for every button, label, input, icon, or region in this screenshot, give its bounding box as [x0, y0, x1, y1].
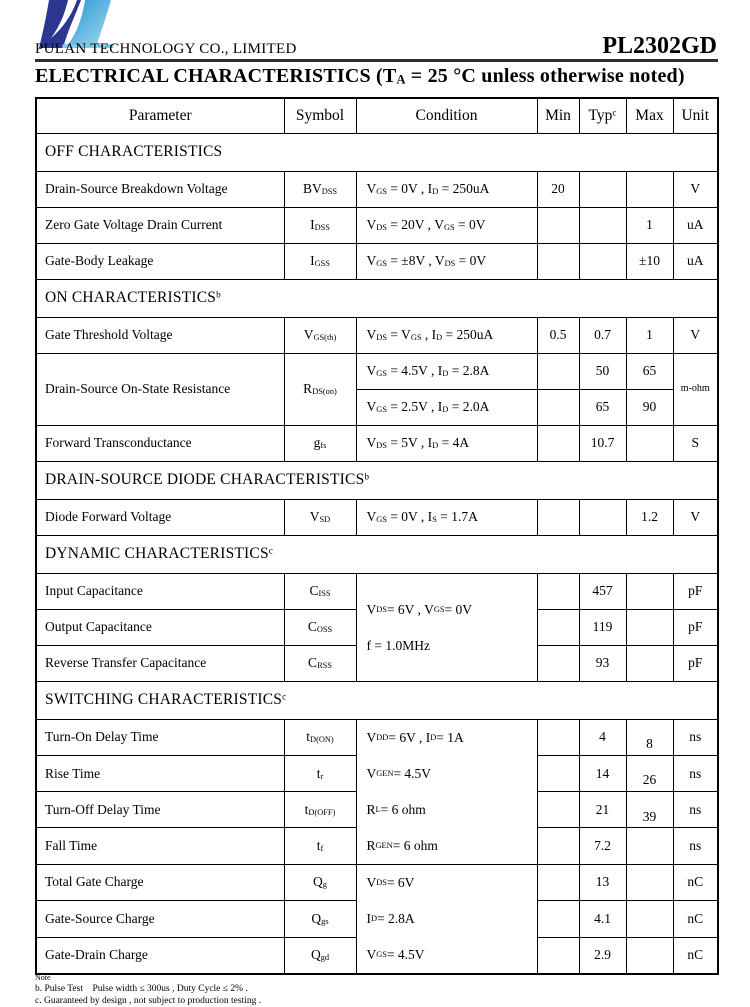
min-cell — [537, 901, 579, 938]
table-header-row — [36, 98, 718, 133]
column-header-symbol-cell: Symbol — [284, 98, 356, 133]
unit-cell: V — [673, 171, 718, 207]
min-cell: 0.5 — [537, 317, 579, 353]
section-row — [36, 681, 718, 719]
unit-cell: V — [673, 499, 718, 535]
condition-cell: $V_{GS} = 0V$ , $I_D = 250uA$ — [356, 171, 537, 207]
unit-cell: m-ohm — [673, 353, 718, 425]
typ-cell — [579, 171, 626, 207]
param-cell: Rise Time — [36, 755, 284, 791]
column-header-condition-cell: Condition — [356, 98, 537, 133]
condition-cell: $V_{DS} = 5V$ , $I_D = 4A$ — [356, 425, 537, 461]
table-row — [36, 171, 718, 207]
unit-cell: pF — [673, 645, 718, 681]
typ-cell: 4 — [579, 719, 626, 755]
condition-cell: V DS = 6V , V GS = 0V f = 1.0MHz — [356, 573, 537, 681]
param-cell: Gate-Drain Charge — [36, 937, 284, 974]
unit-cell: ns — [673, 828, 718, 864]
typ-cell: 50 — [579, 353, 626, 389]
unit-cell: nC — [673, 901, 718, 938]
condition-cell: $V_{GS} = 2.5V$ , $I_D = 2.0A$ — [356, 389, 537, 425]
typ-cell: 457 — [579, 573, 626, 609]
table-row — [36, 719, 718, 755]
typ-cell: 13 — [579, 864, 626, 901]
unit-cell: uA — [673, 243, 718, 279]
min-cell — [537, 937, 579, 974]
min-cell — [537, 828, 579, 864]
condition-cell: $V_{GS} = 4.5V$ , $I_D = 2.8A$ — [356, 353, 537, 389]
param-cell: Input Capacitance — [36, 573, 284, 609]
max-cell — [626, 425, 673, 461]
masthead — [35, 32, 717, 58]
symbol-cell: $t_f$ — [284, 828, 356, 864]
note-heading: Note — [35, 973, 51, 982]
table-row — [36, 353, 718, 389]
section-header: ON CHARACTERISTICS$^b$ — [36, 279, 718, 317]
max-cell — [626, 901, 673, 938]
section-header: SWITCHING CHARACTERISTICS$^c$ — [36, 681, 718, 719]
param-cell: Gate-Body Leakage — [36, 243, 284, 279]
section-row — [36, 133, 718, 171]
unit-cell: ns — [673, 755, 718, 791]
table-row — [36, 425, 718, 461]
section-header: DYNAMIC CHARACTERISTICS$^c$ — [36, 535, 718, 573]
min-cell — [537, 353, 579, 389]
note-line-c-clipped: c. Guaranteed by design , not subject to production testing . — [35, 996, 262, 1006]
column-header-unit-cell: Unit — [673, 98, 718, 133]
condition-cell: $V_{DS} = 20V$ , $V_{GS} = 0V$ — [356, 207, 537, 243]
min-cell — [537, 645, 579, 681]
unit-cell: S — [673, 425, 718, 461]
param-cell: Output Capacitance — [36, 609, 284, 645]
symbol-cell: $I_{GSS}$ — [284, 243, 356, 279]
table-row — [36, 864, 718, 901]
typ-cell: 119 — [579, 609, 626, 645]
max-cell: 90 — [626, 389, 673, 425]
table-row — [36, 207, 718, 243]
footnotes — [35, 973, 717, 1006]
part-number: PL2302GD — [602, 33, 717, 59]
min-cell — [537, 389, 579, 425]
typ-cell: 65 — [579, 389, 626, 425]
symbol-cell: $R_{DS(on)}$ — [284, 353, 356, 425]
min-cell: 20 — [537, 171, 579, 207]
section-row — [36, 535, 718, 573]
company-name: PULAN TECHNOLOGY CO., LIMITED — [35, 41, 297, 57]
min-cell — [537, 864, 579, 901]
unit-cell: uA — [673, 207, 718, 243]
unit-cell: nC — [673, 864, 718, 901]
symbol-cell: $C_{RSS}$ — [284, 645, 356, 681]
section-row — [36, 461, 718, 499]
unit-cell: pF — [673, 609, 718, 645]
table-row — [36, 499, 718, 535]
param-cell: Diode Forward Voltage — [36, 499, 284, 535]
section-row — [36, 279, 718, 317]
typ-cell: 7.2 — [579, 828, 626, 864]
symbol-cell: $t_{D(OFF)}$ — [284, 792, 356, 828]
min-cell — [537, 425, 579, 461]
symbol-cell: $I_{DSS}$ — [284, 207, 356, 243]
max-cell: 26 — [626, 755, 673, 791]
column-header-max-cell: Max — [626, 98, 673, 133]
section-header: OFF CHARACTERISTICS — [36, 133, 718, 171]
max-cell: 1 — [626, 317, 673, 353]
typ-cell — [579, 499, 626, 535]
column-header-typ-cell: Typ$^c$ — [579, 98, 626, 133]
unit-cell: nC — [673, 937, 718, 974]
min-cell — [537, 573, 579, 609]
unit-cell: pF — [673, 573, 718, 609]
typ-cell: 93 — [579, 645, 626, 681]
min-cell — [537, 207, 579, 243]
column-header-min-cell: Min — [537, 98, 579, 133]
max-cell: 39 — [626, 792, 673, 828]
table-row — [36, 317, 718, 353]
min-cell — [537, 719, 579, 755]
min-cell — [537, 755, 579, 791]
symbol-cell: $t_r$ — [284, 755, 356, 791]
param-cell: Reverse Transfer Capacitance — [36, 645, 284, 681]
typ-cell: 0.7 — [579, 317, 626, 353]
max-cell — [626, 573, 673, 609]
min-cell — [537, 243, 579, 279]
max-cell — [626, 828, 673, 864]
unit-cell: ns — [673, 792, 718, 828]
max-cell: 8 — [626, 719, 673, 755]
condition-cell: V DD = 6V , I D = 1A V GEN = 4.5V R L = 6 ohm R GEN = 6 ohm — [356, 719, 537, 864]
param-cell: Turn-On Delay Time — [36, 719, 284, 755]
typ-cell: 10.7 — [579, 425, 626, 461]
max-cell — [626, 609, 673, 645]
typ-cell: 21 — [579, 792, 626, 828]
param-cell: Forward Transconductance — [36, 425, 284, 461]
typ-cell: 2.9 — [579, 937, 626, 974]
max-cell — [626, 645, 673, 681]
symbol-cell: $C_{ISS}$ — [284, 573, 356, 609]
max-cell: ±10 — [626, 243, 673, 279]
min-cell — [537, 609, 579, 645]
max-cell: 1 — [626, 207, 673, 243]
page-title: ELECTRICAL CHARACTERISTICS ($T_A = 25$ °C unless otherwise noted) — [35, 65, 685, 87]
condition-cell: $V_{GS} = \pm 8V$ , $V_{DS} = 0V$ — [356, 243, 537, 279]
max-cell — [626, 864, 673, 901]
symbol-cell: $V_{SD}$ — [284, 499, 356, 535]
condition-cell: V DS = 6V I D = 2.8A V GS = 4.5V — [356, 864, 537, 974]
max-cell — [626, 171, 673, 207]
typ-cell — [579, 207, 626, 243]
condition-cell: $V_{GS} = 0V$ , $I_S = 1.7A$ — [356, 499, 537, 535]
param-cell: Gate Threshold Voltage — [36, 317, 284, 353]
symbol-cell: $BV_{DSS}$ — [284, 171, 356, 207]
symbol-cell: $t_{D(ON)}$ — [284, 719, 356, 755]
symbol-cell: $Q_{gd}$ — [284, 937, 356, 974]
symbol-cell: $C_{OSS}$ — [284, 609, 356, 645]
unit-cell: ns — [673, 719, 718, 755]
param-cell: Zero Gate Voltage Drain Current — [36, 207, 284, 243]
max-cell — [626, 937, 673, 974]
table-row — [36, 573, 718, 609]
symbol-cell: $Q_g$ — [284, 864, 356, 901]
symbol-cell: $Q_{gs}$ — [284, 901, 356, 938]
min-cell — [537, 792, 579, 828]
max-cell: 65 — [626, 353, 673, 389]
param-cell: Fall Time — [36, 828, 284, 864]
typ-cell: 4.1 — [579, 901, 626, 938]
symbol-cell: $g_{fs}$ — [284, 425, 356, 461]
min-cell — [537, 499, 579, 535]
characteristics-table — [35, 97, 719, 975]
param-cell: Drain-Source On-State Resistance — [36, 353, 284, 425]
param-cell: Drain-Source Breakdown Voltage — [36, 171, 284, 207]
note-line-b: b. Pulse Test Pulse width ≤ 300us , Duty Cycle ≤ 2% . — [35, 984, 248, 994]
table-row — [36, 243, 718, 279]
unit-cell: V — [673, 317, 718, 353]
column-header-param-cell: Parameter — [36, 98, 284, 133]
section-header: DRAIN-SOURCE DIODE CHARACTERISTICS$^b$ — [36, 461, 718, 499]
param-cell: Gate-Source Charge — [36, 901, 284, 938]
condition-cell: $V_{DS} = V_{GS}$ , $I_D = 250uA$ — [356, 317, 537, 353]
typ-cell: 14 — [579, 755, 626, 791]
max-cell: 1.2 — [626, 499, 673, 535]
param-cell: Turn-Off Delay Time — [36, 792, 284, 828]
typ-cell — [579, 243, 626, 279]
param-cell: Total Gate Charge — [36, 864, 284, 901]
header-rule — [35, 59, 718, 62]
symbol-cell: $V_{GS(th)}$ — [284, 317, 356, 353]
